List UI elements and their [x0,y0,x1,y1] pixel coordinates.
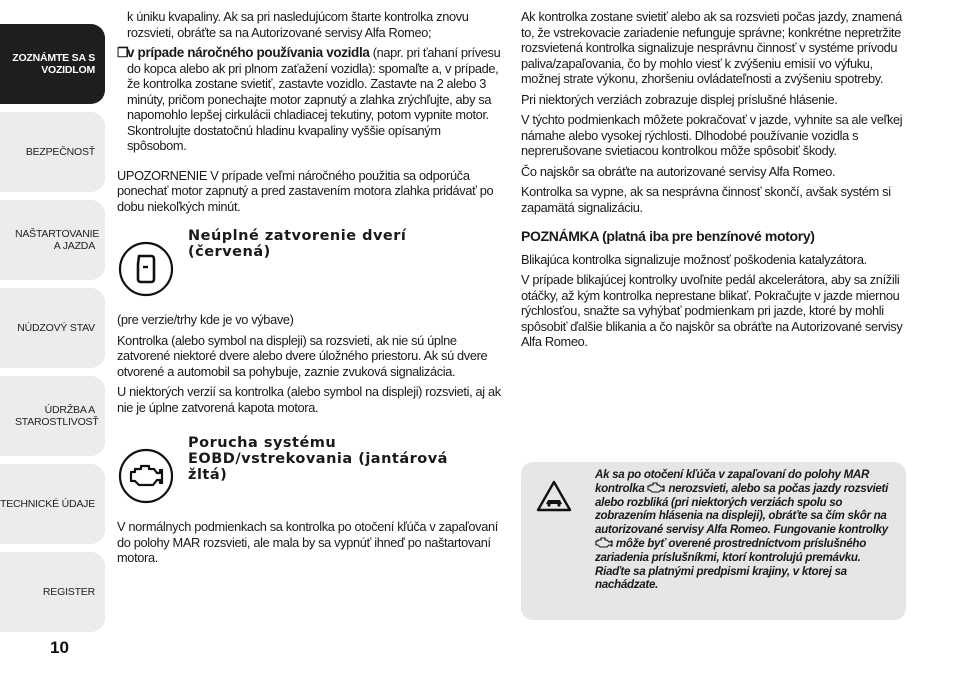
engine-check-icon [117,447,175,505]
paragraph: U niektorých verzií sa kontrolka (alebo symbol na displeji) rozsvieti, aj ak nie je úplne zatvorená kapota motora. [117,384,501,415]
section-heading: Porucha systému EOBD/vstrekovania (jantárová žltá) [188,435,448,483]
bullet-item [117,45,502,154]
engine-check-icon [647,482,665,493]
paragraph: Ak kontrolka zostane svietiť alebo ak sa rozsvieti počas jazdy, znamená to, že vstrekovacie zariadenie nefunguje správne; konkrétne nepretržite rozsvietená kontrolka signalizuje nesprávnu činnosť v systéme prívodu paliva/zapaľovania, čo by mohlo viesť k zvýšeniu emisií vo výfuku, možnej strate výkonu, zhoršeniu ovládateľnosti a zvýšeniu spotreby. [521,9,902,86]
paragraph: Kontrolka (alebo symbol na displeji) sa rozsvieti, ak nie sú úplne zatvorené niektoré dvere alebo dvere úložného priestoru. Ak sú dvere otvorené a automobil sa pohybuje, zaznie zvuková signalizácia. [117,332,488,379]
tab-get-to-know-vehicle[interactable] [0,24,105,104]
tab-label: ÚDRŽBA A STAROSTLIVOSŤ [15,404,99,428]
tab-starting-driving[interactable] [0,200,105,280]
tab-label: NÚDZOVÝ STAV [17,322,95,334]
paragraph: k úniku kvapaliny. Ak sa pri nasledujúcom štarte kontrolka znovu rozsvieti, obráťte sa na Autorizované servisy Alfa Romeo; [127,9,469,40]
warning-paragraph: UPOZORNENIE V prípade veľmi náročného použitia sa odporúča ponechať motor zapnutý a pred zastavením motora zlahka pridávať po dobu niekoľkých minút. [117,167,494,214]
paragraph: Čo najskôr sa obráťte na autorizované servisy Alfa Romeo. [521,163,836,179]
page-number: 10 [50,638,69,657]
tab-label: TECHNICKÉ ÚDAJE [0,498,96,510]
tab-safety[interactable] [0,112,105,192]
paragraph: Kontrolka sa vypne, ak sa nesprávna činnosť skončí, avšak systém si zapamätá signalizáciu. [521,184,891,215]
warning-text-part: Ak sa po otočení kľúča v zapaľovaní do polohy MAR kontrolka [595,468,870,495]
warning-text [535,468,895,592]
engine-check-icon [595,537,613,548]
paragraph: Blikajúca kontrolka signalizuje možnosť poškodenia katalyzátora. [521,251,867,267]
tab-label: ZOZNÁMTE SA S VOZIDLOM [12,52,95,76]
tab-label: REGISTER [42,586,95,598]
warning-text-part: môže byť overené prostredníctvom príslušného zariadenia príslušníkmi, ktorí kontrolujú premávku. Riaďte sa platnými predpismi krajiny, v ktorej sa nachádzate. [595,536,866,592]
warning-text-part: nerozsvieti, alebo sa počas jazdy rozsvieti alebo rozbliká (pri niektorých verziách spolu so zobrazením hlásenia na displeji), obráťte sa čím skôr na autorizované servisy Alfa Romeo. Fungovanie kontrolky [595,481,889,537]
paragraph: V normálnych podmienkach sa kontrolka po otočení kľúča v zapaľovaní do polohy MAR rozsvieti, ale mala by sa vypnúť ihneď po naštartovaní motora. [117,519,498,565]
right-column [521,9,911,355]
bullet-bold-text: v prípade náročného používania vozidla [127,45,370,60]
left-column [117,9,502,571]
tab-label: NAŠTARTOVANIE A JAZDA [15,228,100,252]
tab-label: BEZPEČNOSŤ [25,146,95,158]
tab-index[interactable] [0,552,105,632]
note-heading: POZNÁMKA (platná iba pre benzínové motory) [521,228,815,244]
paragraph: V prípade blikajúcej kontrolky uvoľnite pedál akcelerátora, aby sa znížili otáčky, až kým kontrolka neprestane blikať. Pokračujte v jazde miernou rýchlosťou, snažte sa vyhýbať podmienkam pri jazde, ktoré by mohli spôsobiť ďalšie blikania a čo najskôr sa obráťte na Autorizované servisy Alfa Romeo. [521,272,903,349]
paragraph: Pri niektorých verziách zobrazuje displej príslušné hlásenie. [521,91,838,107]
tab-technical-data[interactable] [0,464,105,544]
door-warning-section [117,228,502,312]
section-heading: Neúplné zatvorenie dverí (červená) [188,228,407,260]
chapter-sidebar [0,24,105,640]
door-open-icon [117,240,175,298]
eobd-warning-section [117,435,502,519]
bullet-text: (napr. pri ťahaní prívesu do kopca alebo ak pri plnom zaťažení vozidla): spomaľte a, v prípade, že kontrolka zostane svietiť, zastavte vozidlo. Zastavte na 2 alebo 3 minúty, pričom ponechajte motor zapnutý a zlahka zrýchľujte, aby sa napomohlo lepšej cirkulácii chladiacej tekutiny, potom vypnite motor. Skontrolujte dostatočnú hladinu kvapaliny vyššie opísaným spôsobom. [127,45,501,153]
paragraph: V týchto podmienkach môžete pokračovať v jazde, vyhnite sa ale veľkej námahe alebo vysokej rýchlosti. Dlhodobé používanie vozidla s neprerušovane svietiacou kontrolkou môže spôsobiť škody. [521,112,903,158]
tab-emergency[interactable] [0,288,105,368]
tab-maintenance[interactable] [0,376,105,456]
bullet-marker: ❒ [117,45,129,60]
warning-box [521,462,906,620]
paragraph: (pre verzie/trhy kde je vo výbave) [117,312,294,327]
